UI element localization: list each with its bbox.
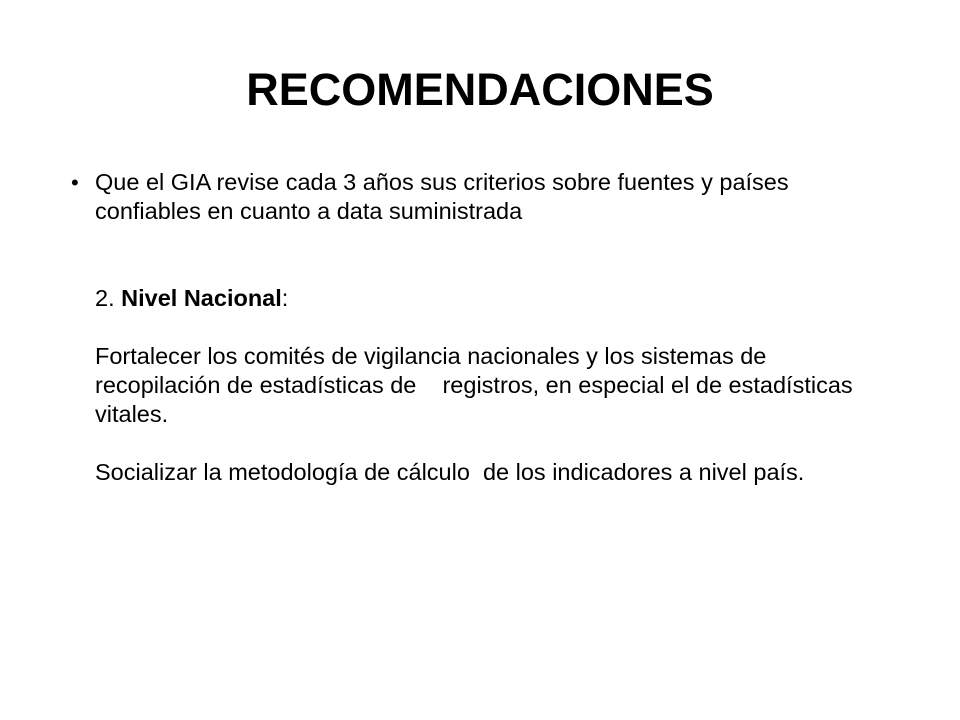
paragraph-socializar: Socializar la metodología de cálculo de los indicadores a nivel país. [95,459,805,485]
slide-title: RECOMENDACIONES [246,64,714,115]
section-number: 2. [95,285,122,311]
bullet-text: Que el GIA revise cada 3 años sus criterios sobre fuentes y países confiables en cuanto a data suministrada [95,169,789,224]
paragraph-vigilancia: Fortalecer los comités de vigilancia nacionales y los sistemas de recopilación de estadísticas de registros, en especial el de estadísticas vitales. [95,343,860,427]
section-title: Nivel Nacional [121,285,282,311]
spacer [95,429,895,458]
spacer [95,226,895,284]
section-colon: : [281,285,289,311]
section-heading [95,284,895,313]
bullet-icon: • [71,170,79,195]
spacer [95,313,895,342]
slide-body [71,168,895,487]
